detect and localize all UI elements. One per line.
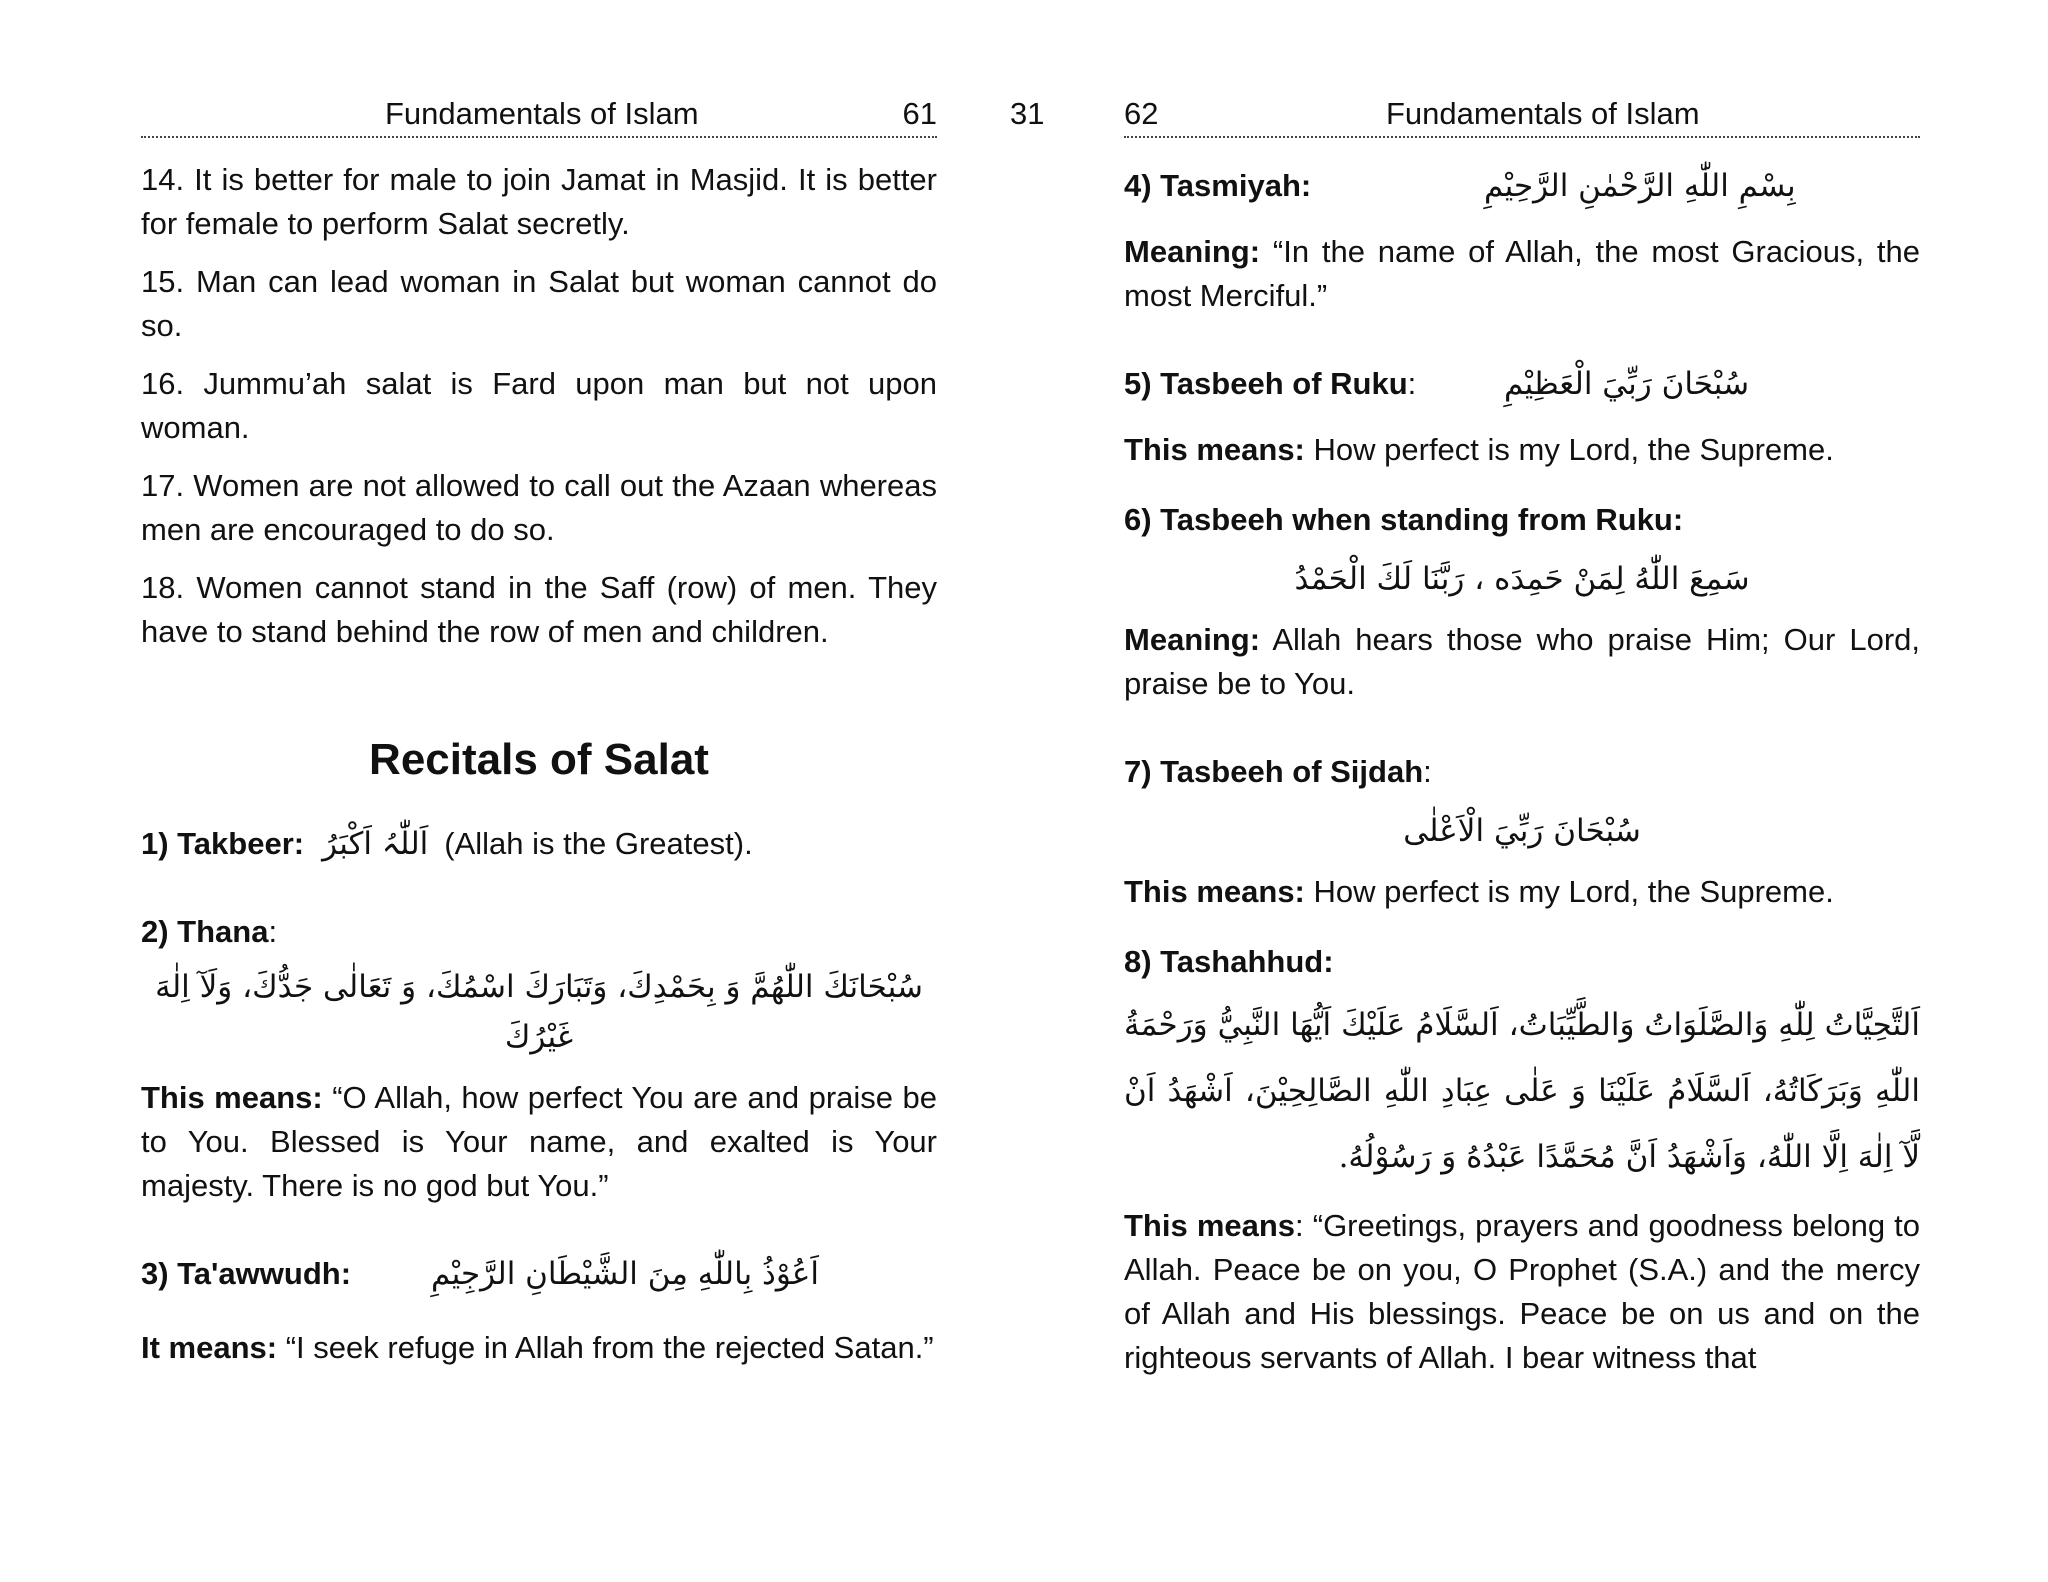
tashahhud-heading: [1124, 940, 1920, 984]
ruku-meaning: [1124, 428, 1920, 472]
thana-meaning-label: This means:: [141, 1080, 323, 1115]
left-running-header: [141, 92, 937, 138]
sijdah-meaning-text: How perfect is my Lord, the Supreme.: [1313, 874, 1834, 909]
tashahhud-meaning: [1124, 1204, 1920, 1380]
tashahhud-arabic: اَلتَّحِيَّاتُ لِلّٰهِ وَالصَّلَوَاتُ وَالطَّيِّبَاتُ، اَلسَّلَامُ عَلَيْكَ اَيُّهَا النَّبِيُّ وَرَحْمَةُ اللّٰهِ وَبَرَكَاتُهُ، اَلسَّلَامُ عَلَيْنَا وَ عَلٰى عِبَادِ اللّٰهِ الصَّالِحِيْنَ، اَشْهَدُ اَنْ لَّآ اِلٰهَ اِلَّا اللّٰهُ، وَاَشْهَدُ اَنَّ مُحَمَّدًا عَبْدُهُ وَ رَسُوْلُهُ.: [1124, 1007, 1920, 1175]
sijdah-heading: [1124, 750, 1920, 794]
ruku-label-group: [1124, 362, 1504, 406]
taawwudh-meaning-text: “I seek refuge in Allah from the rejected Satan.”: [285, 1330, 934, 1365]
takbeer-meaning: (Allah is the Greatest).: [444, 826, 753, 861]
standing-arabic: سَمِعَ اللّٰهُ لِمَنْ حَمِدَه ، رَبَّنَا لَكَ الْحَمْدُ: [1294, 561, 1750, 597]
sijdah-meaning-label: This means:: [1124, 874, 1305, 909]
right-page-number: 62: [1124, 96, 1159, 131]
takbeer-row: [141, 822, 937, 866]
rule-item: 18. Women cannot stand in the Saff (row) of men. They have to stand behind the row of men and children.: [141, 570, 937, 649]
tasmiyah-meaning-text: “In the name of Allah, the most Gracious, the most Merciful.”: [1124, 234, 1920, 313]
thana-meaning: [141, 1076, 937, 1208]
tasmiyah-meaning-label: Meaning:: [1124, 234, 1261, 269]
sijdah-label: 7) Tasbeeh of Sijdah: [1124, 754, 1424, 789]
section-heading: Recitals of Salat: [369, 735, 709, 784]
ruku-row: [1124, 362, 1920, 406]
thana-meaning-text: “O Allah, how perfect You are and praise be to You. Blessed is Your name, and exalted is Your majesty. There is no god but You.”: [141, 1080, 937, 1203]
sijdah-meaning: [1124, 870, 1920, 914]
tashahhud-meaning-text: : “Greetings, prayers and goodness belong to Allah. Peace be on you, O Prophet (S.A.) and the mercy of Allah and His blessings. Peace be on us and on the righteous servants of Allah. I bear witness that: [1124, 1208, 1921, 1375]
tasmiyah-meaning: [1124, 230, 1920, 318]
right-page: [1124, 92, 1920, 1394]
thana-arabic: سُبْحَانَكَ اللّٰهُمَّ وَ بِحَمْدِكَ، وَتَبَارَكَ اسْمُكَ، وَ تَعَالٰى جَدُّكَ، وَلَآ اِلٰهَ غَيْرُكَ: [155, 969, 923, 1055]
left-header-title: Fundamentals of Islam: [385, 96, 699, 131]
rule-item: 15. Man can lead woman in Salat but woman cannot do so.: [141, 264, 937, 343]
thana-heading: [141, 910, 937, 954]
tasmiyah-arabic: بِسْمِ اللّٰهِ الرَّحْمٰنِ الرَّحِيْمِ: [1484, 168, 1796, 204]
sijdah-colon: :: [1423, 754, 1432, 789]
ruku-colon: :: [1407, 366, 1417, 401]
takbeer-label: 1) Takbeer:: [141, 826, 305, 861]
taawwudh-label: 3) Ta'awwudh:: [141, 1256, 352, 1291]
thana-colon: :: [268, 914, 278, 949]
ruku-meaning-text: How perfect is my Lord, the Supreme.: [1313, 432, 1834, 467]
ruku-arabic: سُبْحَانَ رَبِّيَ الْعَظِيْمِ: [1504, 366, 1750, 402]
standing-meaning-text: Allah hears those who praise Him; Our Lord, praise be to You.: [1124, 622, 1921, 701]
standing-label: 6) Tasbeeh when standing from Ruku:: [1124, 502, 1684, 537]
left-page: [141, 92, 937, 1384]
taawwudh-meaning: [141, 1326, 937, 1370]
tashahhud-label: 8) Tashahhud:: [1124, 944, 1334, 979]
taawwudh-meaning-label: It means:: [141, 1330, 278, 1365]
right-running-header: [1124, 92, 1920, 138]
rule-item: 14. It is better for male to join Jamat in Masjid. It is better for female to perform Salat secretly.: [141, 162, 937, 241]
takbeer-arabic: اَللّٰہُ اَکْبَرُ: [322, 826, 429, 862]
right-header-title: Fundamentals of Islam: [1386, 96, 1700, 131]
taawwudh-arabic: اَعُوْذُ بِاللّٰهِ مِنَ الشَّيْطَانِ الرَّجِيْمِ: [431, 1256, 819, 1292]
taawwudh-row: [141, 1252, 937, 1296]
rule-item: 17. Women are not allowed to call out the Azaan whereas men are encouraged to do so.: [141, 468, 937, 547]
standing-meaning-label: Meaning:: [1124, 622, 1261, 657]
sijdah-arabic: سُبْحَانَ رَبِّيَ الْاَعْلٰى: [1403, 813, 1641, 849]
sheet-number: 31: [1010, 96, 1045, 131]
left-page-number: 61: [902, 96, 937, 131]
rule-item: 16. Jummu’ah salat is Fard upon man but not upon woman.: [141, 366, 937, 445]
standing-meaning: [1124, 618, 1920, 706]
standing-heading: [1124, 498, 1920, 542]
thana-label: 2) Thana: [141, 914, 269, 949]
tasmiyah-row: [1124, 164, 1920, 208]
rules-list: [141, 158, 937, 654]
tasmiyah-label: 4) Tasmiyah:: [1124, 168, 1312, 203]
ruku-meaning-label: This means:: [1124, 432, 1305, 467]
tashahhud-meaning-label: This means: [1124, 1208, 1296, 1243]
ruku-label: 5) Tasbeeh of Ruku: [1124, 366, 1408, 401]
